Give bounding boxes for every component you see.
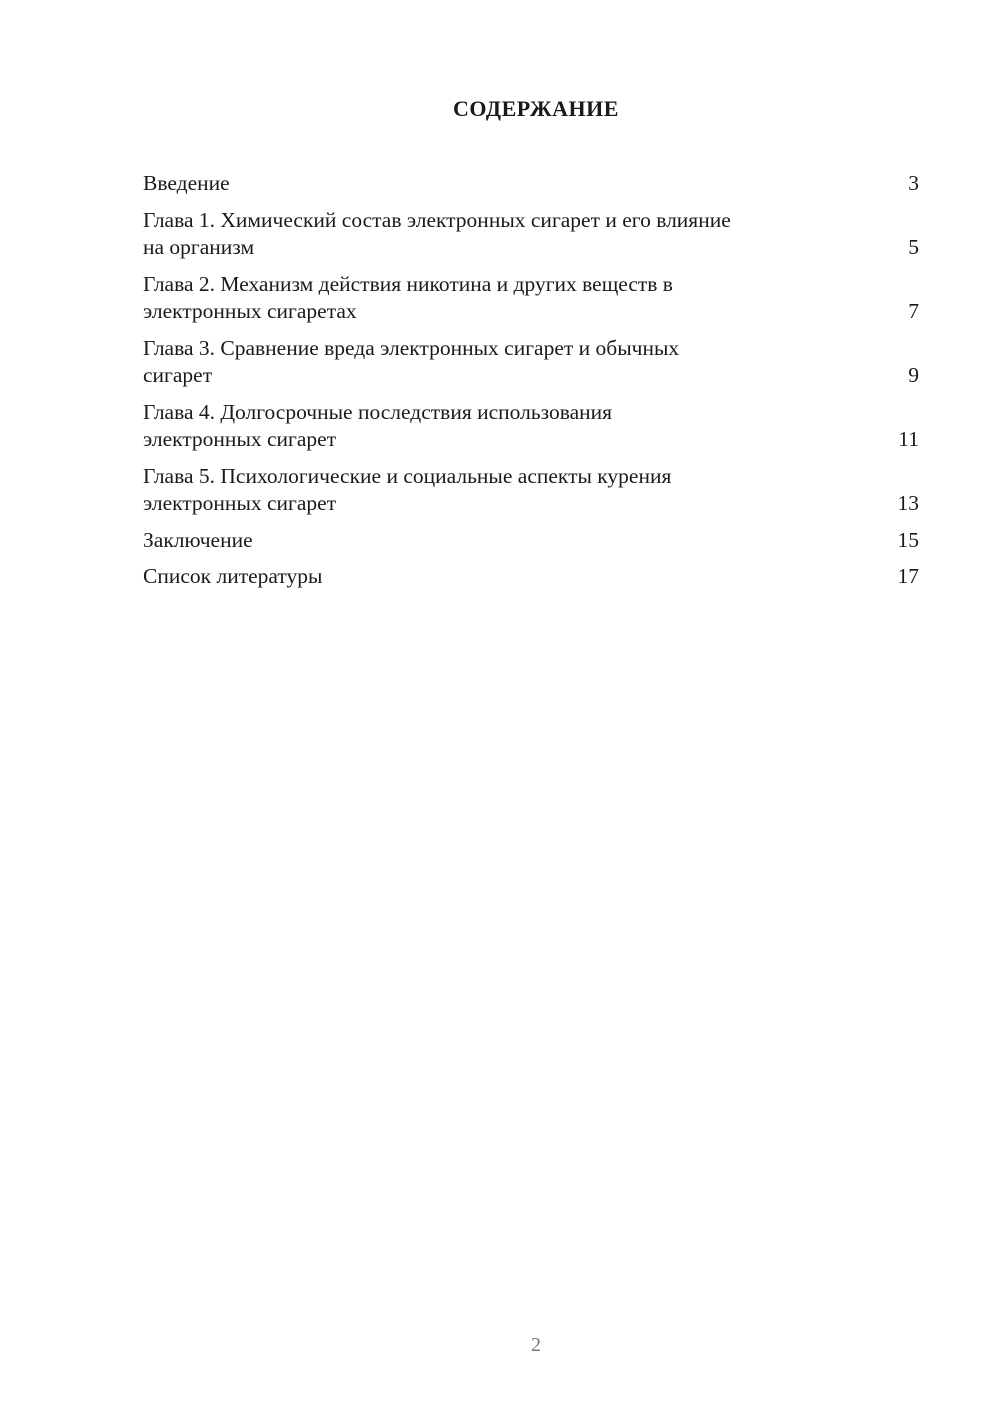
toc-entry-text: Глава 3. Сравнение вреда электронных сигарет и обычных сигарет: [143, 335, 680, 387]
toc-entry-page: 13: [897, 491, 919, 515]
toc-list: [143, 170, 919, 600]
page-number: 2: [531, 1334, 541, 1356]
toc-entry-text: Заключение: [143, 527, 253, 552]
toc-entry-page: 15: [897, 527, 919, 552]
toc-entry-chapter-3: [143, 335, 919, 390]
toc-entry-text: Глава 4. Долгосрочные последствия использования электронных сигарет: [143, 399, 613, 451]
toc-title: СОДЕРЖАНИЕ: [453, 96, 619, 121]
toc-entry-text: Введение: [143, 171, 230, 195]
toc-entry-text: Глава 2. Механизм действия никотина и других веществ в электронных сигаретах: [143, 271, 673, 323]
toc-entry-chapter-2: [143, 271, 919, 326]
toc-entry-page: 17: [897, 564, 919, 588]
toc-entry-page: 9: [908, 363, 919, 387]
toc-entry-chapter-5: [143, 463, 919, 518]
toc-entry-chapter-1: [143, 207, 919, 262]
toc-entry-page: 3: [908, 171, 919, 195]
toc-entry-text: Список литературы: [143, 564, 323, 588]
toc-entry-introduction: [143, 170, 919, 198]
toc-entry-references: [143, 563, 919, 591]
toc-entry-page: 11: [898, 427, 919, 451]
toc-entry-text: Глава 1. Химический состав электронных сигарет и его влияние на организм: [143, 207, 731, 259]
toc-entry-page: 5: [908, 235, 919, 259]
toc-entry-conclusion: [143, 527, 919, 555]
toc-entry-text: Глава 5. Психологические и социальные аспекты курения электронных сигарет: [143, 463, 672, 515]
toc-entry-page: 7: [908, 299, 919, 323]
toc-entry-chapter-4: [143, 399, 919, 454]
